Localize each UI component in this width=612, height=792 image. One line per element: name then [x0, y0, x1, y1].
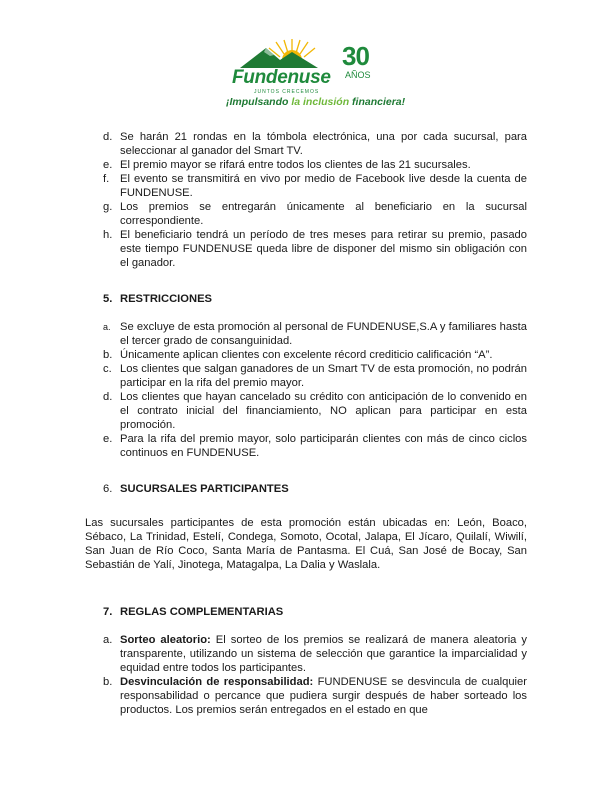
slogan-part-3: financiera! [352, 96, 406, 108]
brand-tagline: JUNTOS CRECEMOS [254, 89, 320, 95]
list-item [85, 172, 527, 200]
section-title: REGLAS COMPLEMENTARIAS [120, 606, 284, 618]
list-marker: b. [103, 349, 113, 361]
anniversary-number: 30 [342, 41, 369, 71]
list-item-text: El premio mayor se rifará entre todos los clientes de las 21 sucursales. [120, 159, 471, 171]
fundenuse-logo [226, 40, 406, 115]
list-item [85, 228, 527, 270]
section-number: 5. [103, 293, 113, 305]
list-item-text: Los premios se entregarán únicamente al beneficiario en la sucursal correspondiente. [120, 201, 527, 227]
list-marker: f. [103, 173, 110, 185]
list-item-text: El evento se transmitirá en vivo por medio de Facebook live desde la cuenta de FUNDENUSE. [120, 173, 527, 199]
list-marker: e. [103, 159, 113, 171]
section-number: 6. [103, 483, 113, 495]
rule-label: Desvinculación de responsabilidad: [120, 676, 314, 688]
brand-name: Fundenuse [232, 67, 331, 88]
list-item [85, 348, 527, 362]
section-title: RESTRICCIONES [120, 293, 212, 305]
list-item [85, 158, 527, 172]
list-item [85, 362, 527, 390]
list-item-text: El sorteo de los premios se realizará de manera aleatoria y transparente, utilizando un sistema de selección que garantice la imparcialidad y equidad entre todos los participantes. [120, 634, 527, 674]
section-heading-reglas [85, 605, 527, 619]
document-body [85, 130, 527, 717]
rule-label: Sorteo aleatorio: [120, 634, 211, 646]
section5-list [85, 320, 527, 460]
list-marker: a. [103, 322, 111, 332]
branches-paragraph: Las sucursales participantes de esta promoción están ubicadas en: León, Boaco, Sébaco, La Trinidad, Estelí, Condega, Somoto, Ocotal, Jalapa, El Jícaro, Quilalí, Wiwilí, San Juan de Río Coco, Santa María de Pantasma. El Cuá, San José de Bocay, San Sebastián de Yalí, Jinotega, Matagalpa, La Dalia y Waslala. [85, 517, 527, 571]
list-item [85, 633, 527, 675]
list-marker: h. [103, 229, 113, 241]
list-item [85, 675, 527, 717]
list-marker: c. [103, 363, 112, 375]
slogan [226, 96, 406, 108]
section-heading-sucursales [85, 482, 527, 496]
list-item [85, 320, 527, 348]
list-item-text: Se excluye de esta promoción al personal de FUNDENUSE,S.A y familiares hasta el tercer grado de consanguinidad. [120, 321, 527, 347]
list-marker: e. [103, 433, 113, 445]
list-item-text: El beneficiario tendrá un período de tres meses para retirar su premio, pasado este tiempo FUNDENUSE queda libre de disponer del mismo sin obligación con el ganador. [120, 229, 527, 269]
anniversary-word: AÑOS [345, 70, 371, 80]
list-item-text: Para la rifa del premio mayor, solo participarán clientes con más de cinco ciclos continuos en FUNDENUSE. [120, 433, 527, 459]
list-item-text: Únicamente aplican clientes con excelente récord crediticio calificación “A”. [120, 349, 493, 361]
list-item-text: Los clientes que salgan ganadores de un Smart TV de esta promoción, no podrán participar en la rifa del premio mayor. [120, 363, 527, 389]
section-title: SUCURSALES PARTICIPANTES [120, 483, 289, 495]
slogan-part-2: la inclusión [291, 96, 350, 108]
list-marker: d. [103, 391, 113, 403]
section-number: 7. [103, 606, 113, 618]
list-item-text: Se harán 21 rondas en la tómbola electrónica, una por cada sucursal, para seleccionar al ganador del Smart TV. [120, 131, 527, 157]
section4-list [85, 130, 527, 270]
list-marker: b. [103, 676, 113, 688]
list-marker: a. [103, 634, 113, 646]
list-item [85, 432, 527, 460]
section7-list [85, 633, 527, 717]
slogan-part-1: ¡Impulsando [226, 96, 289, 108]
list-marker: g. [103, 201, 113, 213]
list-item [85, 130, 527, 158]
section-heading-restricciones [85, 292, 527, 306]
list-item [85, 390, 527, 432]
list-marker: d. [103, 131, 113, 143]
list-item-text: FUNDENUSE se desvincula de cualquier responsabilidad o percance que pudiera surgir después de haber sorteado los productos. Los premios serán entregados en el estado en que [120, 676, 527, 716]
list-item [85, 200, 527, 228]
list-item-text: Los clientes que hayan cancelado su crédito con anticipación de lo convenido en el contrato inicial del financiamiento, NO aplican para participar en esta promoción. [120, 391, 527, 431]
